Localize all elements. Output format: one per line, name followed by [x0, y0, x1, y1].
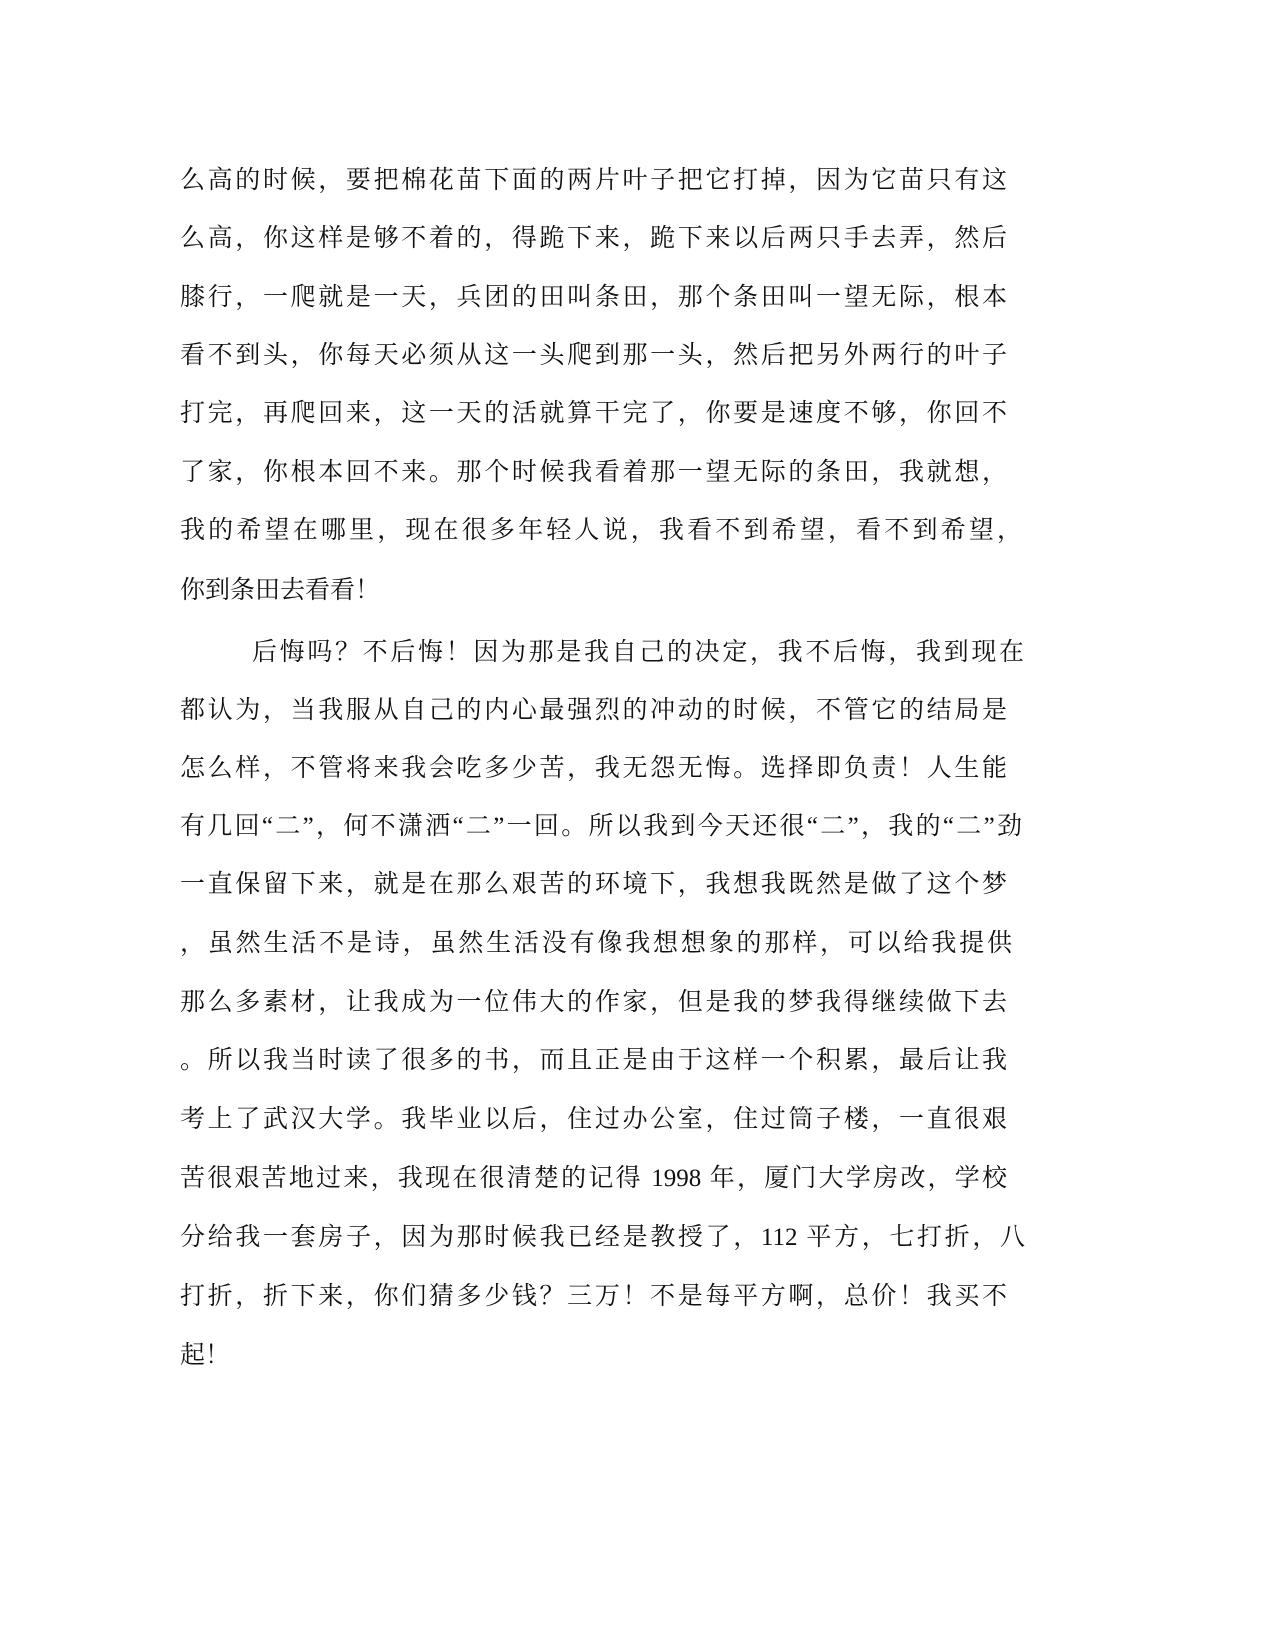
text-line: 那么多素材，让我成为一位伟大的作家，但是我的梦我得继续做下去	[180, 989, 1007, 1016]
text-line: 起！	[180, 1342, 231, 1369]
text-line: 都认为，当我服从自己的内心最强烈的冲动的时候，不管它的结局是	[180, 697, 1007, 724]
text-line: 考上了武汉大学。我毕业以后，住过办公室，住过筒子楼，一直很艰	[180, 1106, 1007, 1133]
text-line: 了家，你根本回不来。那个时候我看着那一望无际的条田，我就想，	[180, 459, 1007, 486]
text-line: 么高，你这样是够不着的，得跪下来，跪下来以后两只手去弄，然后	[180, 225, 1007, 252]
text-line: 一直保留下来，就是在那么艰苦的环境下，我想我既然是做了这个梦	[180, 871, 1007, 898]
text-line: 膝行，一爬就是一天，兵团的田叫条田，那个条田叫一望无际，根本	[180, 284, 1007, 311]
text-line: 打折，折下来，你们猜多少钱？三万！不是每平方啊，总价！我买不	[180, 1283, 1007, 1310]
text-line: 后悔吗？不后悔！因为那是我自己的决定，我不后悔，我到现在	[252, 639, 1024, 666]
text-line: 苦很艰苦地过来，我现在很清楚的记得 1998 年，厦门大学房改，学校	[180, 1165, 1007, 1192]
text-line: 怎么样，不管将来我会吃多少苦，我无怨无悔。选择即负责！人生能	[180, 755, 1007, 782]
text-line: 有几回“二”，何不潇洒“二”一回。所以我到今天还很“二”，我的“二”劲	[180, 813, 1022, 840]
text-line: ，虽然生活不是诗，虽然生活没有像我想想象的那样，可以给我提供	[180, 930, 1012, 957]
text-line: 打完，再爬回来，这一天的活就算干完了，你要是速度不够，你回不	[180, 400, 1007, 427]
text-line: 你到条田去看看！	[180, 577, 381, 604]
text-line: 我的希望在哪里，现在很多年轻人说，我看不到希望，看不到希望，	[180, 517, 1022, 544]
text-line: 看不到头，你每天必须从这一头爬到那一头，然后把另外两行的叶子	[180, 342, 1007, 369]
text-line: 么高的时候，要把棉花苗下面的两片叶子把它打掉，因为它苗只有这	[180, 167, 1007, 194]
text-line: 分给我一套房子，因为那时候我已经是教授了，112 平方，七打折，八	[180, 1224, 1025, 1251]
text-line: 。所以我当时读了很多的书，而且正是由于这样一个积累，最后让我	[180, 1047, 1007, 1074]
